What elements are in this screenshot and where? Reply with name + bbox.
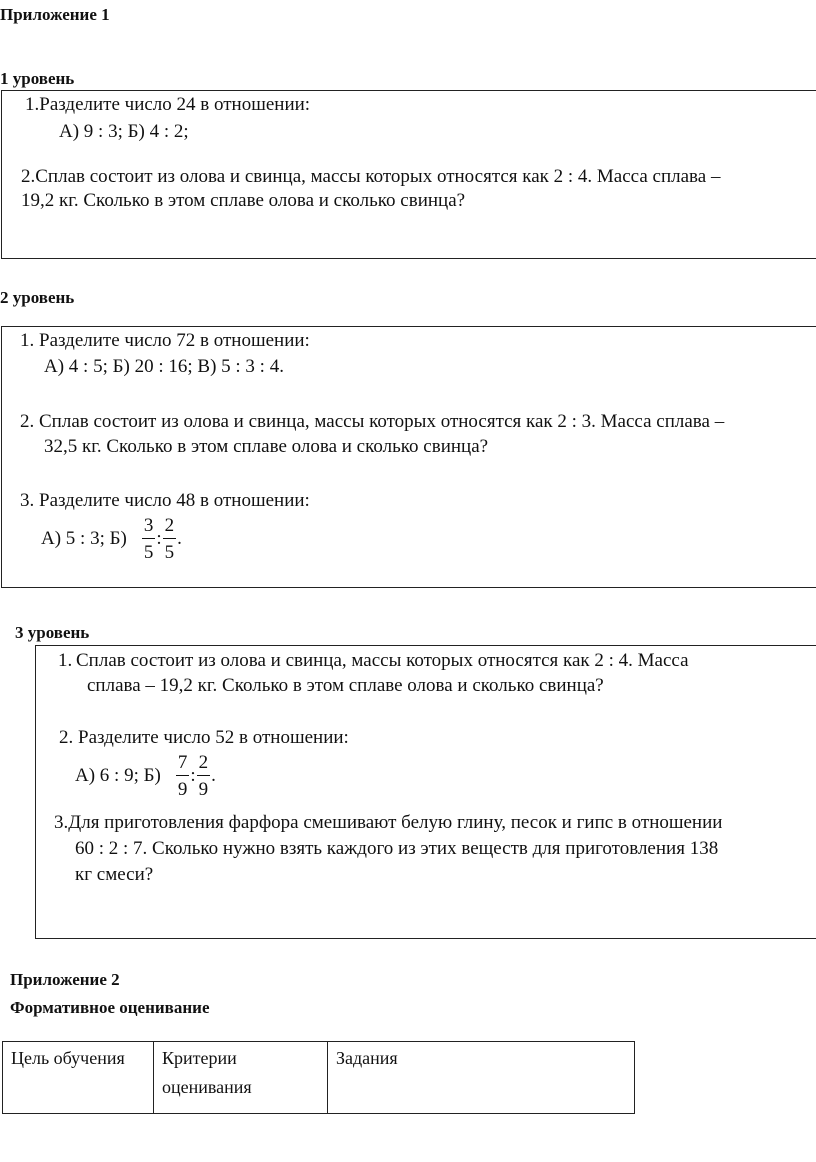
fraction-3-5: $\frac{3}{5}$ <box>143 515 154 563</box>
appendix2-title: Приложение 2 <box>10 970 120 989</box>
level1-task1-options: А) 9 : 3; Б) 4 : 2; <box>59 121 189 142</box>
formative-assessment-table <box>2 1041 635 1114</box>
fraction-7-9: $\frac{7}{9}$ <box>177 752 188 800</box>
level3-task3-cont2: кг смеси? <box>75 864 154 885</box>
level1-heading: 1 уровень <box>0 69 75 88</box>
level2-task3-options <box>41 510 182 568</box>
level3-task1-cont: сплава – 19,2 кг. Сколько в этом сплаве олова и сколько свинца? <box>87 675 604 696</box>
level3-task3: 3.Для приготовления фарфора смешивают белую глину, песок и гипс в отношении <box>54 812 723 833</box>
appendix1-title: Приложение 1 <box>0 5 110 24</box>
level3-task2-option-a: А) 6 : 9; Б) <box>75 765 161 786</box>
level3-task2: 2. Разделите число 52 в отношении: <box>59 727 349 748</box>
period: . <box>211 765 216 786</box>
ratio-separator: : <box>156 528 162 549</box>
level1-task2-cont: 19,2 кг. Сколько в этом сплаве олова и сколько свинца? <box>21 190 466 211</box>
level1-task1: 1.Разделите число 24 в отношении: <box>25 94 311 115</box>
level2-heading: 2 уровень <box>0 288 75 307</box>
fraction-2-9: $\frac{2}{9}$ <box>198 752 209 800</box>
appendix2-subtitle: Формативное оценивание <box>10 998 210 1017</box>
level3-heading: 3 уровень <box>15 623 90 642</box>
level3-task1-number: 1. <box>58 650 73 671</box>
table-header-criteria: Критерии оценивания <box>154 1042 328 1114</box>
level2-task2-cont: 32,5 кг. Сколько в этом сплаве олова и сколько свинца? <box>44 436 489 457</box>
table-header-row <box>3 1042 635 1114</box>
level2-task3: 3. Разделите число 48 в отношении: <box>20 490 310 511</box>
table-header-tasks: Задания <box>328 1042 635 1114</box>
fraction-2-5: $\frac{2}{5}$ <box>164 515 175 563</box>
ratio-separator: : <box>190 765 196 786</box>
level3-task2-options <box>75 747 216 805</box>
level3-task1: Сплав состоит из олова и свинца, массы которых относятся как 2 : 4. Масса <box>76 650 689 671</box>
level2-task3-option-a: А) 5 : 3; Б) <box>41 528 127 549</box>
table-header-goal: Цель обучения <box>3 1042 154 1114</box>
period: . <box>177 528 182 549</box>
level1-task2: 2.Сплав состоит из олова и свинца, массы которых относятся как 2 : 4. Масса сплава – <box>21 166 721 187</box>
level2-task2: 2. Сплав состоит из олова и свинца, массы которых относятся как 2 : 3. Масса сплава – <box>20 411 725 432</box>
level2-task1-options: А) 4 : 5; Б) 20 : 16; В) 5 : 3 : 4. <box>44 356 284 377</box>
level2-task1: 1. Разделите число 72 в отношении: <box>20 330 310 351</box>
level3-task3-cont: 60 : 2 : 7. Сколько нужно взять каждого из этих веществ для приготовления 138 <box>75 838 719 859</box>
